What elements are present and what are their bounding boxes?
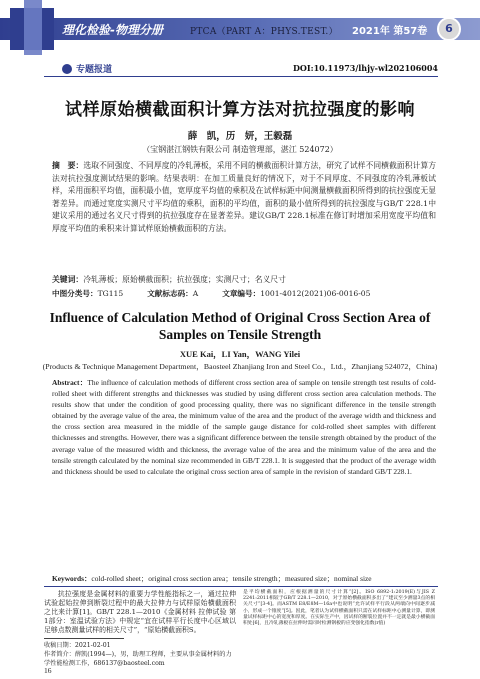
keywords-en-text: cold-rolled sheet；original cross section area；tensile strength；measured size；nominal size: [91, 574, 372, 583]
body-paragraph: 抗拉强度是金属材料的重要力学性能指标之一，通过拉伸试验起始拉伸到断裂过程中的最大拉伸力与试样原始横截面积之比来计算[1]。GB/T 228.1—2010《金属材料 拉伸试验 第1部分：室温试验方法》中规定“宜在试样平行长度中心区域以足够点数测量试样的相关尺寸”，“原始横截面积S。: [44, 590, 236, 634]
keywords-en-label: Keywords：: [52, 574, 92, 583]
header-rule: [44, 76, 438, 77]
keywords-cn-label: 关键词：: [52, 275, 84, 284]
journal-name: PTCA（PART A：PHYS.TEST.）: [190, 27, 338, 37]
footnote-received: 收稿日期：2021-02-01: [44, 642, 111, 649]
body-paragraph: 是平均横截面积，应根据测量的尺寸计算”[2]。ISO 6892-1:2019(E)与JIS Z 2241:2011相较于GB/T 228.1—2010，对于原始横截面积多出了“建议至少测量3点的相关尺寸”[3-4]。而ASTM E8/E8M—16a中也说明“允许试样平行段从两端向中间逐步减小，形成一个锥度”[5]。因此，笔者认为试样横截面积只需在试样标距中心测量计算，即测量试样标距中心的宽度和厚度。在实际生产中，因试样的断裂位置并不一定就是最小横截面积处[6]，且冷轧薄板在拉伸时需同时检测钢板的应变强化指数(r值): [243, 590, 435, 627]
page-number: 16: [44, 666, 52, 675]
abstract-en: [52, 377, 436, 477]
doi: DOI:10.11973/lhjy-wl202106004: [292, 63, 438, 73]
abstract-rule: [44, 586, 438, 587]
keywords-en: [52, 573, 436, 584]
clc-value: TG115: [97, 289, 124, 298]
abstract-cn-text: 选取不同强度、不同厚度的冷轧薄板，采用不同的横截面积计算方法，研究了试样不同横截面积计算方法对抗拉强度测试结果的影响。结果表明：在加工质量良好的情况下，对于不同厚度、不同强度的冷轧薄板试样，采用面积平均值，面积最小值，宽厚度平均值的乘积及在试样标距中间测量横截面积所得到的抗拉强度无显著差异。而通过宽度实测尺寸平均值的乘积，面积的平均值，面积的最小值所得到的抗拉强度与GB/T 228.1中建议采用的通过名义尺寸得到的抗拉强度存在显著差异。建议GB/T 228.1标准在修订时增加采用宽度平均值和厚度平均值的乘积来计算试样原始横截面积的方法。: [52, 161, 437, 233]
abstract-cn: [52, 160, 436, 236]
section-tag: 专题报道: [76, 65, 113, 75]
section-tag-icon: [62, 64, 72, 74]
body-column-left: [44, 590, 236, 635]
doc-code-value: A: [192, 289, 199, 298]
authors-cn: 薛 凯，历 妍，王毅磊: [187, 131, 293, 142]
authors-en: XUE Kai，LI Yan，WANG Yilei: [179, 349, 301, 359]
article-no-label: 文章编号：: [222, 289, 261, 298]
body-column-right: [243, 590, 435, 627]
keywords-cn: [52, 274, 436, 285]
journal-logo-cross: [24, 0, 42, 55]
title-en: Influence of Calculation Method of Original Cross Section Area of Samples on Tensile Strength: [49, 310, 431, 342]
classification-row: [52, 288, 436, 299]
doc-code-label: 文献标志码：: [147, 289, 193, 298]
magazine-name: 理化检验-物理分册: [62, 23, 163, 37]
affiliation-en: (Products & Technique Management Department，Baosteel Zhanjiang Iron and Steel Co.，Ltd.，Zhanjiang 524072，China): [42, 362, 438, 371]
issue-badge: 6: [437, 17, 461, 41]
article-no-value: 1001-4012(2021)06-0016-05: [260, 289, 371, 298]
clc-label: 中图分类号：: [52, 289, 98, 298]
abstract-en-text: The influence of calculation methods of different cross section area of sample on tensile strength test results of cold-rolled sheet with different strengths and thicknesses was studied by using different cross section area calculation methods. The results show that under the condition of good processing quality, there was no significant difference in the tensile strength obtained by the average value of the area, the minimum value of the area and the product of the average width and thickness and the cross section area measured in the middle of the sample gauge distance for cold-rolled sheet samples with different thicknesses and strengths. However, there was a significant difference between the tensile strength obtained by the product of the average value of the measured width and thickness, the average value of the area and the minimum value of the area and the tensile strength calculated by the nominal size recommended in GB/T 228.1. It is suggested that the product of the average width and thickness should be used to calculate the original cross section area of sample in the revision of standard GB/T 228.1.: [52, 378, 436, 476]
abstract-cn-label: 摘 要：: [52, 161, 84, 170]
abstract-en-label: Abstract：: [52, 378, 88, 387]
keywords-cn-text: 冷轧薄板；原始横截面积；抗拉强度；实测尺寸；名义尺寸: [83, 275, 286, 284]
footnote-rule: [44, 638, 124, 639]
footnote-author: 作者简介：薛凯(1994—)，男，助理工程师，主要从事金属材料的力学性能检测工作，686137@baosteel.com: [44, 651, 232, 667]
year-volume: 2021年 第57卷: [352, 26, 428, 37]
title-cn: 试样原始横截面积计算方法对抗拉强度的影响: [65, 100, 415, 120]
affiliation-cn: （宝钢湛江钢铁有限公司 制造管理部，湛江 524072）: [142, 145, 338, 154]
journal-header: [0, 0, 480, 62]
